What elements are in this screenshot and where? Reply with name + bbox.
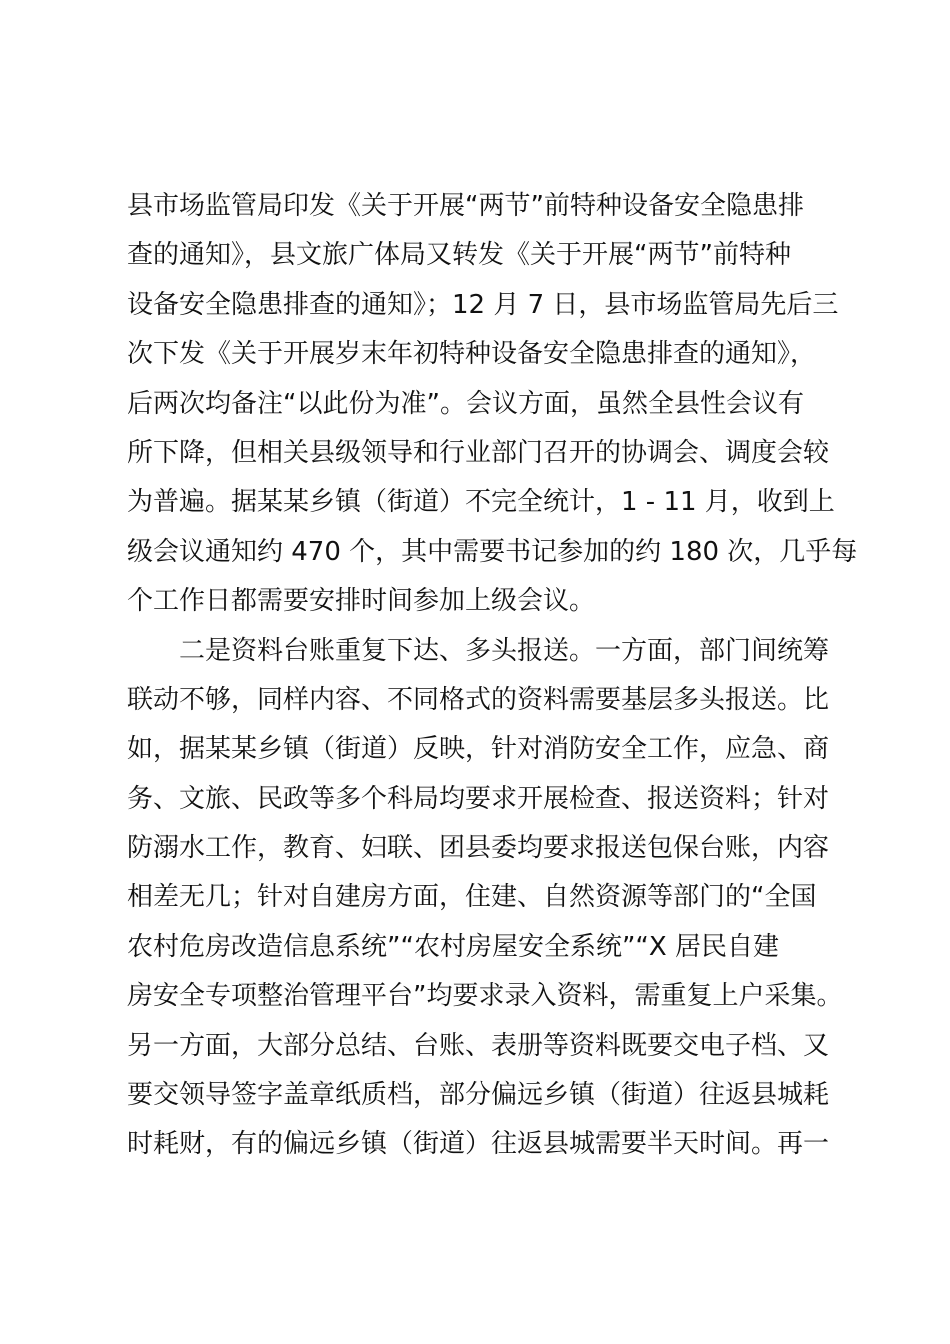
text-line: 次下发《关于开展岁末年初特种设备安全隐患排查的通知》， bbox=[127, 339, 817, 370]
text-line: 后两次均备注“以此份为准”。会议方面，虽然全县性会议有 bbox=[127, 388, 804, 419]
text-line: 如，据某某乡镇（街道）反映，针对消防安全工作，应急、商 bbox=[127, 734, 830, 765]
text-line: 相差无几；针对自建房方面，住建、自然资源等部门的“全国 bbox=[127, 882, 817, 913]
text-line: 房安全专项整治管理平台”均要求录入资料，需重复上户采集。 bbox=[127, 981, 843, 1012]
paragraph-start-line: 二是资料台账重复下达、多头报送。一方面，部门间统筹 bbox=[179, 635, 830, 666]
text-line: 县市场监管局印发《关于开展“两节”前特种设备安全隐患排 bbox=[127, 191, 804, 221]
text-line: 个工作日都需要安排时间参加上级会议。 bbox=[127, 586, 596, 617]
text-line: 要交领导签字盖章纸质档，部分偏远乡镇（街道）往返县城耗 bbox=[127, 1080, 830, 1111]
body-text bbox=[127, 182, 858, 1170]
text-line: 查的通知》，县文旅广体局又转发《关于开展“两节”前特种 bbox=[127, 240, 791, 271]
text-line: 防溺水工作，教育、妇联、团县委均要求报送包保台账，内容 bbox=[127, 833, 830, 864]
text-line: 农村危房改造信息系统”“农村房屋安全系统”“X 居民自建 bbox=[127, 931, 779, 962]
text-line: 级会议通知约 470 个，其中需要书记参加的约 180 次，几乎每 bbox=[127, 536, 858, 567]
text-line: 另一方面，大部分总结、台账、表册等资料既要交电子档、又 bbox=[127, 1030, 830, 1061]
text-line: 务、文旅、民政等多个科局均要求开展检查、报送资料；针对 bbox=[127, 783, 830, 814]
text-line: 所下降，但相关县级领导和行业部门召开的协调会、调度会较 bbox=[127, 437, 830, 468]
text-line: 为普遍。据某某乡镇（街道）不完全统计，1 - 11 月，收到上 bbox=[127, 487, 835, 518]
text-line: 时耗财，有的偏远乡镇（街道）往返县城需要半天时间。再一 bbox=[127, 1129, 830, 1160]
text-line: 联动不够，同样内容、不同格式的资料需要基层多头报送。比 bbox=[127, 684, 830, 715]
text-line: 设备安全隐患排查的通知》；12 月 7 日，县市场监管局先后三 bbox=[127, 289, 839, 320]
